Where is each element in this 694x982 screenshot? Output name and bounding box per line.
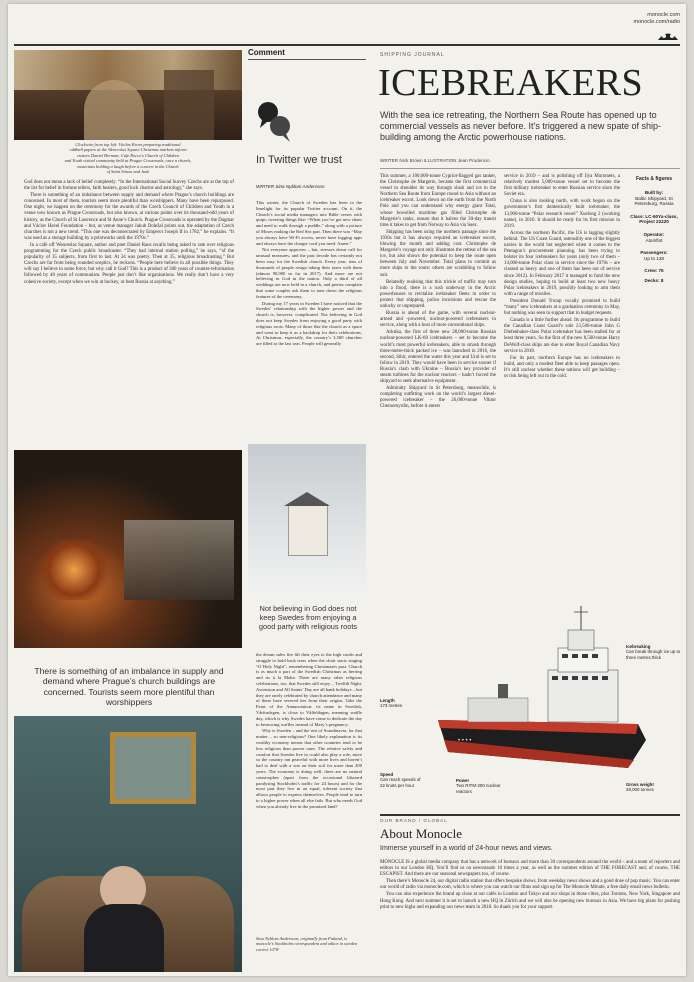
about-subtitle: Immerse yourself in a world of 24-hour news and views. <box>380 845 553 852</box>
label-gross-weight: Gross weight 28,000 tonnes <box>626 782 654 793</box>
about-paragraph-1: MONOCLE IS a global media company that has a network of bureaux and more than 30 correspondents around the world – and a team of reporters and editors in our London HQ. You’ll find us on newsstands 10 times a year, as well as the summer edition of THE FORECAST and, of course, THE ESCAPIST. And there are our seasonal newspapers too, of course. <box>380 860 680 878</box>
comment-paragraph-4: the dream sales fire lift their eyes to the high vaults and struggle to hold back tears when the choir starts singing “O Holy Night”, remembering Christmases past. Church is as much a part of the Swedish Christmas as herring and ris à la Malta. There are many other religious celebrations, too, that Swedes still enjoy – Twelfth Night, Ascension and All Saints’ Day are all bank holidays – but they are rarely celebrated by church attendance and many of these have severed ties from their origins. Take the Feast of the Annunciation: its name in Swedish, Vårfrudagen, is close to Våffeldagen, meaning waffle day, which is why Swedes have come to dedicate the day to bestowing waffles instead of Mary’s pregnancy. <box>256 652 362 727</box>
feature-col1-p3: Belatedly realising that this trickle of traffic may turn into a flood, there is a rush underway in the Arctic powerhouses to revitalise icebreaker fleets in order to protect that shipping, police incursions and rescue the unlucky or unprepared. <box>380 279 496 309</box>
feature-col1-p5: Arktika, the first of three new 28,000-tonne Russian nuclear-powered LK-60 icebreakers – set to become the world’s most powerful icebreakers, able to smash through three-metre-thick packed ice – was launched in 2016, the second, Sibir, entered the water this year and Ural is set to follow in 2019. They would have been in service sooner if Russia’s clash with Ukraine – Russia’s key provider of steam turbines for the nuclear reactors – hadn’t forced the shipyard to seek alternative equipment. <box>380 330 496 385</box>
feature-col1-p2: Shipping has been using the northern passage since the 1930s but it has always required an icebreaker escort, blowing the month and adding cost. Christophe de Margerie’s voyage not only illustrates the retreat of the sea ice, but also shows the potential to keep the route open between July and November. Total plans to commit as more ships to the route; others are scrabbling to follow suit. <box>380 229 496 278</box>
monocle-logo-icon <box>656 28 680 40</box>
speech-bubble-icon <box>254 100 294 144</box>
comment-paragraph-1: This winter, the Church of Sweden has been in the limelight for its popular Twitter account. On it, the Church’s social media managers mix Bible verses with quips, tweeting things like: “When you’ve got new shoes and need to walk through a puddle,” along with a picture of Moses making the Red Sea part. Then there was “May you always have Wi-Fi access, never have logging apps and always have the charger cord you need. Amen.” <box>256 200 362 246</box>
feature-col2-p5: Canada is a little further ahead. Its programme to build the Canadian Coast Guard’s sole 23,500-tonne John G Diefenbaker-class Polar icebreaker has been stalled for at least three years. So the first of the new 8,500-tonne Harry DeWolf-class ships are due to enter Royal Canadian Navy service in 2018. <box>504 318 620 354</box>
facts-title: Facts & figures <box>635 176 673 182</box>
feature-col2-p2: China is also looking north, with work begun on the government’s first domestically built icebreaker, the 13,900-tonne “Polar research vessel” Xuelong 2 (working name), in 2016. It should be ready for its first mission in 2019. <box>504 199 620 229</box>
label-speed: Speed Can reach speeds of 22 knots per hour <box>380 772 421 788</box>
left-body-text <box>24 180 234 287</box>
feature-title: ICEBREAKERS <box>378 62 644 104</box>
comment-paragraph-5: Why is Sweden – and the rest of Scandinavia, for that matter – so non-religious? One likely explanation is its wealthy economy means that other countries tend to be less religious than poorer ones. The relative safety and comfort that Swedes live in could also play a role, more so the country ran peaceful with more lives and haven’t had to deal with a war on their soil for more than 200 years. The economy is doing well, there are no natural catastrophes (apart from the occasional blizzard paralysing Stockholm’s traffic for 24 hours) and for the most part they live in an equal, tolerant society that allows people to express themselves. People tend to turn to a higher power when all else fails. But who needs God when you already live in the promised land? <box>256 728 362 809</box>
about-rule <box>380 814 680 816</box>
chapel-snow-photo <box>248 444 366 596</box>
comment-paragraph-2: Not everyone approves – but, stresses down call for unusual measures, and the past decade has certainly not been easy for the Swedish church. Every year, tens of thousands of people resign taking their taxes with them (almost 90,000 so far in 2017). And more are not believing in God in the nation. Only a third of all weddings are now held in a church, and priests complain that some couples ask them to tone down the religious features of the ceremony. <box>256 247 362 299</box>
feature-col1-p1: This summer, a 100,000-tonne Cypriot-flagged gas tanker, the Christophe de Margerie, became the first commercial vessel to shoulder its way through slush and ice in the Northern Sea Route from Europe round to Asia without an icebreaker escort. Look down on the earth from the North Pole and you can understand why energy giant Total, whose bowelled maritime gas filled Christophe de Margerie’s tanks, reason that it halves the 30-day transit time it takes to get from Norway to Asia via Suez. <box>380 174 496 228</box>
masthead-url-1[interactable]: monocle.com <box>647 12 680 18</box>
feature-byline: WRITER Nick Brown ILLUSTRATION Jean Prudencio <box>380 158 490 163</box>
fact-class: Class: LC-60Ya-class, Project 22220 <box>630 213 678 225</box>
comment-headline: In Twitter we trust <box>256 154 342 166</box>
daniel-herman-photo <box>14 716 242 972</box>
fact-crew: Crew: 75 <box>644 268 664 274</box>
feature-col2-p3: Across the northern Pacific, the US is lagging slightly behind. The US Coast Guard, ostensibly one of the biggest navies in the world but neglected when it comes to the Pentagon’s procurement planning, has been trying to bolster its four icebreakers for years (only two of them – 14,000-tonne Polar class in service since the 1970s – are classed as heavy and one of them has been out of service since 2012). In February 2017 it managed to fund the new design studies, hoping to build at least two new heavy Polar icebreakers in 2019, possibly looking to arm them with a range of missiles. <box>504 230 620 297</box>
fact-built-by: Built by: Baltic Shipyard, St Petersburg, Russia <box>634 190 674 207</box>
comment-body-continued <box>256 652 362 811</box>
label-length: Length 173 metres <box>380 698 402 709</box>
masthead-rule <box>14 44 680 46</box>
svg-text:• • • •: • • • • <box>458 738 472 744</box>
comment-pull-quote: Not believing in God does not keep Swedes from enjoying a good party with religious roots <box>258 604 358 631</box>
feature-col2-p1: service in 2019 – and is polishing off Ilya Muromets, a relatively modest 5,000-tonne vessel set to become the first military icebreaker to enter Russian service since the Soviet era. <box>504 174 620 198</box>
about-kicker: OUR BRAND / GLOBAL <box>380 818 448 823</box>
comment-paragraph-3: During my 17 years in Sweden I have noticed that the Swedes’ relationship with the higher power and the church is, however, complicated. Not believing in God does not keep Swedes from enjoying a good party with religious roots. Many of those like the church as a space and want to keep it as a backdrop for their celebrations. At Christmas, especially, the country’s 3,500 churches are filled to the last seat. People will generally <box>256 300 362 347</box>
left-pull-quote: There is something of an imbalance in supply and demand where Prague’s church buildings are concerned. Tourists seem more plentiful than worshippers <box>34 666 224 708</box>
left-paragraph-2: There is something of an imbalance between supply and demand where Prague’s church buildings are concerned. In most of them, tourists seem more plentiful than worshippers. Many have been repurposed. One night, we happen on the ceremony for the awards of the Czech Council of Children and Youth in a venue now known as Prague Crossroads, but also known, at various points over its thousand-odd years of history, as the Church of St Lawrence and St Anne’s Church. Prague Crossroads is operated by the Dagmar and Václav Havel Foundation – but, as venue manager Jakub Doležal points out, the adaptation of Czech churches is not a new trend. “This one was deconsecrated by Emperor Joseph II in 1782,” he explains. “It was used as a storage building by a printworks until the 1970s.” <box>24 193 234 241</box>
masthead-urls <box>574 12 680 26</box>
fact-operator: Operator: Atomflot <box>643 231 665 243</box>
church-market-photo <box>14 50 242 140</box>
left-paragraph-1: God does not mean a lack of belief completely. “In the International Social Survey Czechs are at the top of the list for belief in fortune tellers, faith healers, good luck charms and astrology,” she says. <box>24 180 234 192</box>
left-photo-caption: Clockwise from top left: Václav Kroes preparing traditional oddball papers at the Wenceslas Square Christmas markets inform visitors Daniel Herman; Cafe Rocco's Church of Children and Youth visited community held at Prague Crossroads, once a church, musicians holding a laugh before a concert in the Church of Saint Simon and Jude <box>64 142 192 175</box>
about-body <box>380 860 680 912</box>
feature-column-2 <box>504 174 620 381</box>
about-title: About Monocle <box>380 826 462 841</box>
comment-section-label: Comment <box>248 48 285 57</box>
masthead-url-2[interactable]: monocle.com/radio <box>633 19 680 25</box>
magazine-spread <box>8 4 686 976</box>
label-power: Power Two RITM-200 nuclear reactors <box>456 778 501 794</box>
feature-col2-p4: President Donald Trump vocally promised to build “many” new icebreakers at a graduation ceremony in May, but nothing was seen to support that in budget requests. <box>504 298 620 317</box>
facts-box <box>626 176 682 284</box>
comment-author-note: Sina Nyblom Andersson, originally from Finland, is monocle’s Stockholm correspondent and editor in sweden correct GTW <box>256 936 357 952</box>
christmas-market-photo <box>14 450 242 648</box>
left-paragraph-3: In a café off Wenceslas Square, author and poet Daniel Raus recalls being asked to rate over religious programming for the Czech public broadcaster. “They had internal station polling,” he says, “of the popularity of 35 subjects, from first to last. At 34 was poetry. Then at 35, religious broadcasting.” But Czechs are far from being rounded sceptics, he reckons. “People here believe in all possible things. They will say I believe in some force, but why call it God? This is a product of 300 years of counter-reformation followed by 40 years of communism. People just don’t like organisations. We really don’t have a very cohesive society, except when we win at hockey, or beat Russia at anything.” <box>24 242 234 285</box>
feature-col2-p6: For its part, northern Europe has no icebreakers to build, and only a modest fleet able to keep passages open. It’s still unclear whether these nations will get building – or risk being left out in the cold. <box>504 355 620 379</box>
feature-col1-p4: Russia is ahead of the game, with several nuclear-armed and -powered, nuclear-powered icebreakers in service, along with a host of more conventional ships. <box>380 311 496 329</box>
about-paragraph-3: You can also experience the brand up close at our cafés in London and Tokyo and our shops in those cities, plus Toronto, New York, Singapore and Hong Kong. And next summer it is set to launch a new HQ in Zürich and we will also be opening new bureaux in Asia. We have big plans for pushing print to new highs and expanding our news team in 2018. So thank you for your support. <box>380 892 680 910</box>
comment-rule <box>248 59 366 60</box>
icebreaker-illustration <box>428 600 658 790</box>
feature-rule <box>380 168 680 169</box>
feature-column-1 <box>380 174 496 412</box>
comment-body <box>256 200 362 348</box>
fact-decks: Decks: 8 <box>644 277 664 283</box>
label-icebreaking: Icebreaking Can break through ice up to three metres thick <box>626 644 681 660</box>
about-paragraph-2: Then there’s Monocle 24, our digital radio station that offers bespoke shows, from weekday news shows and a good dose of pop music. You can enter our world of radio via monocle.com, which is where you can watch our films and sign up for The Monocle Minute, a free daily email news bulletin. <box>380 879 680 891</box>
feature-standfirst: With the sea ice retreating, the Northern Sea Route has opened up to commercial vessels as never before. It’s triggered a new spate of ship-building among the Arctic powerhouse nations. <box>380 110 661 142</box>
fact-passengers: Passengers: Up to 128 <box>640 250 668 261</box>
feature-kicker: SHIPPING JOURNAL <box>380 52 445 58</box>
comment-byline: WRITER Sina Nyblom Andersson <box>256 184 325 189</box>
feature-col1-p6: Admiralty Shipyard in St Petersburg, meanwhile, is completing outfitting work on the world’s largest diesel-powered icebreaker – the 26,000-tonne Viktor Chernomyrdin, before it enters <box>380 386 496 410</box>
